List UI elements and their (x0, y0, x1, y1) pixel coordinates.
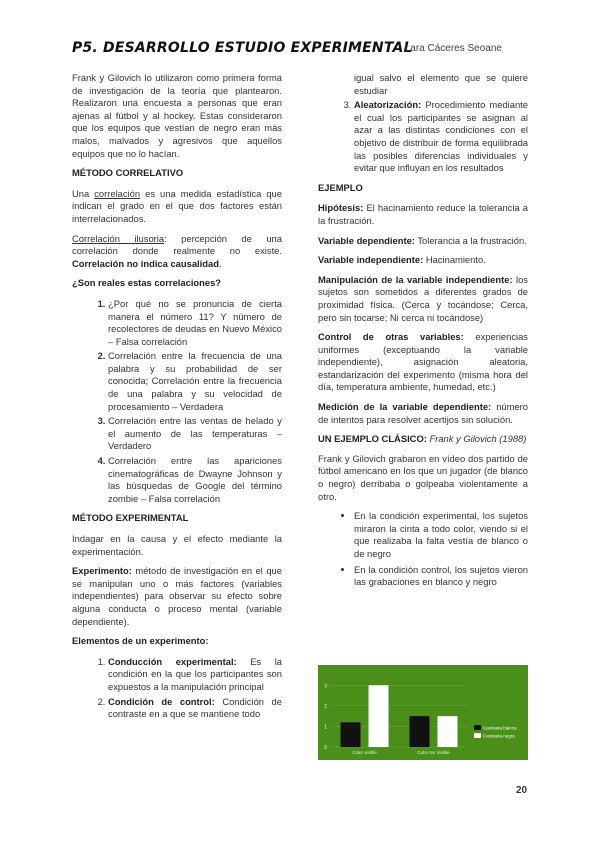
ilusoria-paragraph (72, 233, 282, 271)
control-paragraph (318, 331, 528, 394)
experimento-def: método de investigación en el que se manipulan uno o más factores (variables independientes) para observar su efecto sobre alguna conducta o proceso mental (variable dependiente). (72, 565, 282, 627)
elementos-list (72, 656, 282, 721)
y-tick-label: 0 (324, 745, 327, 751)
list-item: 4. Correlación entre las apariciones cinematográficas de Dwayne Johnson y las búsquedas de Google del término zombie – Falsa correlación (108, 455, 282, 505)
x-tick-label: Color No Visible (417, 750, 450, 755)
list-item (108, 696, 282, 721)
list-item: 3. Correlación entre las ventas de helado y el aumento de las temperaturas – Verdadero (108, 415, 282, 453)
manipulacion-paragraph (318, 274, 528, 324)
ilusoria-bold: Correlación no indica causalidad (72, 257, 219, 269)
clasico-paragraph: Frank y Gilovich grabaron en vídeo dos partido de fútbol americano en los que un jugador (de blanco o negro) derribaba o golpeaba violentamente a otro. (318, 452, 528, 502)
elemento-def: Es la condición en la que los participantes son expuestos a la manipulación principal (108, 655, 282, 692)
page-title: P5. DESARROLLO ESTUDIO EXPERIMENTAL (72, 40, 413, 56)
x-tick-label: Color visible (352, 750, 377, 755)
elemento-term: Condición de control: (108, 695, 215, 707)
control-term: Control de otras variables: (318, 331, 464, 343)
vd-def: Tolerancia a la frustración. (414, 234, 527, 246)
ejemplo-heading: EJEMPLO (318, 181, 363, 193)
left-column (72, 72, 282, 728)
bar (341, 722, 361, 747)
condiciones-list (318, 510, 528, 589)
correlacion-term: correlación (94, 187, 141, 199)
ilusoria-term: Correlación ilusoria (72, 232, 165, 244)
list-item: 2. Correlación entre la frecuencia de una palabra y su probabilidad de ser conocida; Correlación entre la frecuencia de una palabra y su velocidad de procesamiento – Verdadera (108, 350, 282, 413)
experimento-paragraph (72, 565, 282, 628)
clasico-ref: Frank y Gilovich (1988) (426, 433, 527, 445)
experimento-term: Experimento: (72, 565, 132, 577)
ilusoria-end: . (218, 257, 222, 269)
clasico-term: UN EJEMPLO CLÁSICO: (318, 433, 427, 445)
vd-paragraph (318, 235, 528, 248)
correlacion-pre: Una (72, 187, 95, 199)
medicion-term: Medición de la variable dependiente: (318, 401, 492, 413)
section-heading-experimental: MÉTODO EXPERIMENTAL (72, 512, 189, 524)
manipulacion-term: Manipulación de la variable independiente: (318, 273, 513, 285)
legend-label: Camiseta blanca (483, 725, 517, 731)
y-tick-label: 1 (324, 724, 327, 731)
vi-term: Variable independiente: (318, 254, 424, 266)
correlacion-def: es una medida estadística que indican el grado en el que dos factores están interrelacionados. (72, 187, 282, 224)
legend-label: Camiseta negra (483, 733, 515, 739)
elementos-title: Elementos de un experimento: (72, 635, 209, 647)
elementos-list-continued (318, 99, 528, 175)
reales-question: ¿Son reales estas correlaciones? (72, 277, 222, 289)
hipotesis-paragraph (318, 202, 528, 227)
list-item (354, 99, 528, 175)
bar-chart (318, 665, 528, 760)
bar (410, 716, 430, 747)
elemento-def: Procedimiento mediante el cual los participantes se asignan al azar a las distintas condiciones con el objetivo de distribuir de forma equilibrada las posibles diferencias individuales y evitar que influyan en los resultados (354, 99, 528, 174)
y-tick-label: 3 (324, 683, 327, 690)
legend-swatch (474, 733, 481, 738)
list-item: 1. ¿Por qué no se pronuncia de cierta manera el número 11? Y número de recolectores de deudas en Nuevo México – Falsa correlación (108, 298, 282, 348)
clasico-heading (318, 433, 528, 446)
elemento-term: Conducción experimental: (108, 655, 237, 667)
vi-paragraph (318, 254, 528, 267)
manipulacion-def: los sujetos son sometidos a diferentes grados de proximidad física. (Cerca y tocándose; Cerca, pero sin tocarse; Ni cerca ni tocándose) (318, 273, 528, 323)
page-header (72, 40, 532, 62)
author-name: Lara Cáceres Seoane (404, 43, 502, 54)
control-def: experiencias uniformes (exceptuando la variable independiente), asignación aleatoria, estandarización del experimento (misma hora del día, temperatura ambiente, humedad, etc.) (318, 331, 528, 393)
hipotesis-term: Hipótesis: (318, 202, 364, 214)
elemento-term: Aleatorización: (354, 99, 422, 111)
reales-list (72, 298, 282, 506)
correlacion-paragraph (72, 188, 282, 226)
list-item: • En la condición experimental, los sujetos miraron la cinta a todo color, viendo si el que realizaba la falta vestía de blanco o de negro (354, 510, 528, 560)
vi-def: Hacinamiento. (423, 254, 486, 266)
list-item (108, 656, 282, 694)
indagar-paragraph: Indagar en la causa y el efecto mediante la experimentación. (72, 533, 282, 557)
bar (369, 685, 389, 747)
intro-paragraph: Frank y Gilovich lo utilizaron como primera forma de investigación de la teoría que plantearon. Realizaron una encuesta a personas que eran ajenas al fútbol y al hockey. Estas consideraron que los equipos que vestían de negro eran más malos, malvados y agresivos que aquellos equipos que no lo hacían. (72, 72, 282, 159)
vd-term: Variable dependiente: (318, 234, 415, 246)
legend-swatch (474, 725, 481, 730)
right-column (318, 72, 528, 596)
list-item: • En la condición control, los sujetos vieron las grabaciones en blanco y negro (354, 564, 528, 589)
page-number: 20 (516, 785, 528, 796)
medicion-def: número de intentos para resolver acertijos sin solución. (318, 401, 528, 425)
elemento-def: Condición de contraste en a que se mantiene todo (108, 695, 282, 720)
bar (438, 716, 458, 747)
hipotesis-def: El hacinamiento reduce la tolerancia a la frustración. (318, 202, 528, 226)
medicion-paragraph (318, 401, 528, 426)
elemento2-continuation: igual salvo el elemento que se quiere estudiar (354, 72, 528, 96)
ilusoria-def: : percepción de una correlación donde realmente no existe. (72, 232, 282, 257)
y-tick-label: 2 (324, 703, 327, 710)
section-heading-correlativo: MÉTODO CORRELATIVO (72, 167, 184, 179)
